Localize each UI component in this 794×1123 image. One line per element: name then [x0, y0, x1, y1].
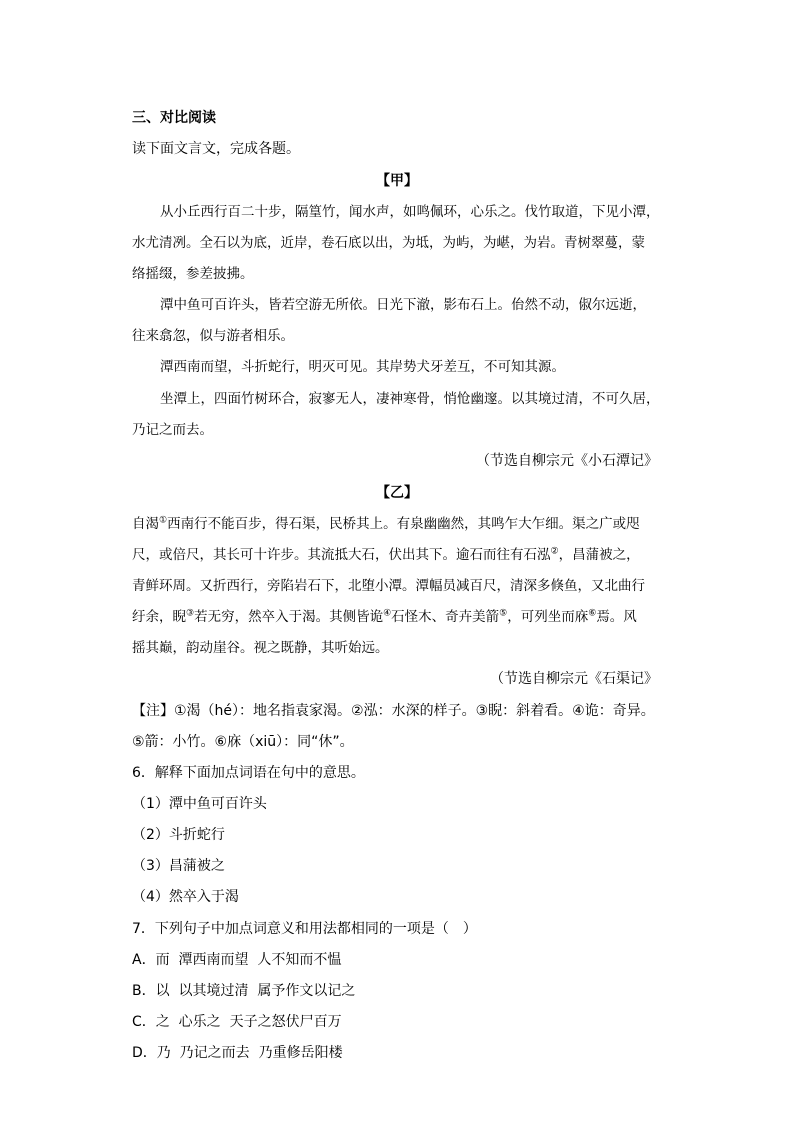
passage-a-title: 【甲】 [376, 173, 418, 189]
note-line: ⑤箭：小竹。⑥庥（xiū）：同“休”。 [132, 734, 354, 750]
passage-a-line: 坐潭上，四面竹树环合，寂寥无人，凄神寒骨，悄怆幽邃。以其境过清，不可久居， [160, 391, 660, 407]
question-6-item: （3）昌蒲被之 [132, 858, 225, 874]
passage-a-line: 水尤清冽。全石以为底，近岸，卷石底以出，为坻，为屿，为嵁，为岩。青树翠蔓，蒙 [132, 235, 645, 251]
passage-b-line: 摇其巅，韵动崖谷。视之既静，其听始远。 [132, 640, 389, 656]
passage-a-line: 潭中鱼可百许头，皆若空游无所依。日光下澈，影布石上。佁然不动，俶尔远逝， [160, 297, 646, 313]
passage-b-line: 尺，或倍尺，其长可十许步。其流抵大石，伏出其下。逾石而往有石泓②，昌蒲被之， [132, 546, 640, 563]
question-6-item: （1）潭中鱼可百许头 [132, 796, 267, 812]
question-7-stem: 7．下列句子中加点词意义和用法都相同的一项是（ ） [132, 921, 477, 937]
question-6-item: （2）斗折蛇行 [132, 827, 225, 843]
passage-b-line: 纡余，睨③若无穷，然卒入于渴。其侧皆诡④石怪木、奇卉美箭⑤，可列坐而庥⑥焉。风 [132, 608, 637, 625]
note-line: 【注】①渴（hé）：地名指袁家渴。②泓：水深的样子。③睨：斜着看。④诡：奇异。 [132, 703, 655, 719]
question-6-item: （4）然卒入于渴 [132, 889, 239, 905]
passage-b-title: 【乙】 [376, 485, 418, 501]
footnote-marker: ④ [383, 608, 392, 619]
section-heading: 三、对比阅读 [132, 110, 216, 126]
instruction-text: 读下面文言文，完成各题。 [132, 141, 300, 157]
question-7-option: C．之 心乐之 天子之怒伏尸百万 [132, 1014, 342, 1030]
passage-a-line: 络摇缀，参差披拂。 [132, 266, 254, 282]
question-7-option: A．而 潭西南而望 人不知而不愠 [132, 952, 342, 968]
question-7-option: D．乃 乃记之而去 乃重修岳阳楼 [132, 1045, 343, 1061]
footnote-marker: ② [550, 546, 559, 557]
passage-a-line: 往来翕忽，似与游者相乐。 [132, 328, 294, 344]
passage-b-line: 青鲜环周。又折西行，旁陷岩石下，北堕小潭。潭幅员减百尺，清深多倏鱼，又北曲行 [132, 578, 645, 594]
question-7-option: B．以 以其境过清 属予作文以记之 [132, 983, 356, 999]
passage-a-line: 乃记之而去。 [132, 422, 213, 438]
footnote-marker: ⑤ [499, 608, 508, 619]
passage-a-line: 从小丘西行百二十步，隔篁竹，闻水声，如鸣佩环，心乐之。伐竹取道，下见小潭， [160, 204, 660, 220]
passage-b-source: （节选自柳宗元《石渠记》 [490, 671, 658, 687]
question-6-stem: 6．解释下面加点词语在句中的意思。 [132, 765, 365, 781]
passage-a-source: （节选自柳宗元《小石潭记》 [476, 453, 658, 469]
passage-b-line: 自渴①西南行不能百步，得石渠，民桥其上。有泉幽幽然，其鸣乍大乍细。渠之广或咫 [132, 515, 640, 532]
passage-a-line: 潭西南而望，斗折蛇行，明灭可见。其岸势犬牙差互，不可知其源。 [160, 359, 565, 375]
footnote-marker: ⑥ [588, 608, 597, 619]
footnote-marker: ① [159, 515, 168, 526]
footnote-marker: ③ [186, 608, 195, 619]
